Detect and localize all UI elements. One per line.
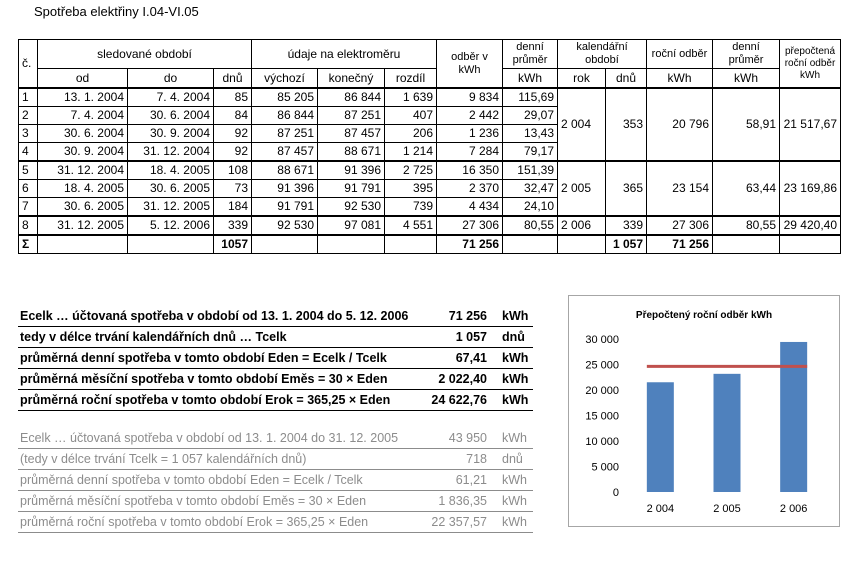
- group-annual: 23 154: [647, 161, 713, 216]
- header-daily-avg: denní průměr: [713, 40, 780, 69]
- group-avg: 80,55: [713, 216, 780, 235]
- group-year: 2 004: [558, 88, 606, 161]
- total-row: [19, 235, 841, 254]
- bar: [647, 382, 674, 492]
- group-avg: 58,91: [713, 88, 780, 161]
- header-annual: roční odběr: [647, 40, 713, 69]
- group-recalc: 23 169,86: [780, 161, 841, 216]
- y-tick-label: 5 000: [591, 461, 619, 474]
- annual-consumption-chart: [568, 295, 840, 527]
- group-days: 365: [606, 161, 647, 216]
- y-tick-label: 20 000: [585, 385, 619, 397]
- y-tick-label: 30 000: [585, 334, 619, 346]
- bar: [714, 374, 741, 492]
- table-row: 1 13. 1. 2004 7. 4. 2004 85 85 205 86 844 1 639 9 834 115,69 2 004 353 20 796 58,91 21 517,67: [19, 88, 841, 107]
- total-cal-days: 1 057: [606, 235, 647, 254]
- bar: [780, 342, 807, 492]
- table-row: 5 31. 12. 2004 18. 4. 2005 108 88 671 91 396 2 725 16 350 151,39 2 005 365 23 154 63,44 23 169,86: [19, 161, 841, 180]
- total-annual: 71 256: [647, 235, 713, 254]
- summary-secondary: [18, 428, 533, 533]
- group-annual: 20 796: [647, 88, 713, 161]
- header-daily-avg-unit: kWh: [713, 69, 780, 89]
- group-days: 353: [606, 88, 647, 161]
- chart-title: Přepočtený roční odběr kWh: [635, 310, 773, 321]
- table-row: 3 30. 6. 2004 30. 9. 2004 92 87 251 87 457 206 1 236 13,43: [19, 125, 841, 143]
- header-diff: rozdíl: [385, 69, 437, 89]
- header-days: dnů: [214, 69, 252, 89]
- group-days: 339: [606, 216, 647, 235]
- header-year: rok: [558, 69, 606, 89]
- header-to: do: [128, 69, 214, 89]
- summary-row: Ecelk … účtovaná spotřeba v období od 13. 1. 2004 do 31. 12. 2005 43 950 kWh: [18, 428, 533, 449]
- summary-row: průměrná měsíční spotřeba v tomto období Eměs = 30 × Eden 2 022,40 kWh: [18, 369, 533, 390]
- group-recalc: 21 517,67: [780, 88, 841, 161]
- page-title: Spotřeba elektřiny I.04-VI.05: [34, 4, 199, 19]
- summary-row: průměrná měsíční spotřeba v tomto období Eměs = 30 × Eden 1 836,35 kWh: [18, 491, 533, 512]
- y-tick-label: 25 000: [585, 359, 619, 372]
- group-annual: 27 306: [647, 216, 713, 235]
- summary-row: průměrná denní spotřeba v tomto období Eden = Ecelk / Tcelk 61,21 kWh: [18, 470, 533, 491]
- table-row: 4 30. 9. 2004 31. 12. 2004 92 87 457 88 671 1 214 7 284 79,17: [19, 143, 841, 162]
- y-tick-label: 10 000: [585, 436, 619, 448]
- consumption-table: [18, 39, 841, 254]
- total-consumption: 71 256: [437, 235, 503, 254]
- group-year: 2 005: [558, 161, 606, 216]
- x-tick-label: 2 004: [646, 503, 675, 515]
- summary-main: [18, 306, 533, 411]
- group-year: 2 006: [558, 216, 606, 235]
- summary-row: tedy v délce trvání kalendářních dnů … Tcelk 1 057 dnů: [18, 327, 533, 348]
- y-tick-label: 0: [612, 487, 619, 499]
- x-tick-label: 2 006: [779, 503, 808, 515]
- header-daily-unit: kWh: [503, 69, 558, 89]
- summary-row: (tedy v délce trvání Tcelk = 1 057 kalendářních dnů) 718 dnů: [18, 449, 533, 470]
- header-num: č.: [19, 40, 38, 89]
- y-tick-label: 15 000: [585, 410, 619, 423]
- summary-row: Ecelk … účtovaná spotřeba v období od 13. 1. 2004 do 5. 12. 2006 71 256 kWh: [18, 306, 533, 327]
- table-row: 7 30. 6. 2005 31. 12. 2005 184 91 791 92 530 739 4 434 24,10: [19, 198, 841, 217]
- header-annual-unit: kWh: [647, 69, 713, 89]
- header-daily: denní průměr: [503, 40, 558, 69]
- table-row: 6 18. 4. 2005 30. 6. 2005 73 91 396 91 791 395 2 370 32,47: [19, 180, 841, 198]
- summary-row: průměrná roční spotřeba v tomto období Erok = 365,25 × Eden 22 357,57 kWh: [18, 512, 533, 533]
- header-cal-days: dnů: [606, 69, 647, 89]
- header-consumption: odběr v kWh: [437, 40, 503, 89]
- header-end: konečný: [318, 69, 385, 89]
- header-meter: údaje na elektroměru: [252, 40, 437, 69]
- table-row: 2 7. 4. 2004 30. 6. 2004 84 86 844 87 251 407 2 442 29,07: [19, 107, 841, 125]
- total-days: 1057: [214, 235, 252, 254]
- header-from: od: [38, 69, 128, 89]
- header-start: výchozí: [252, 69, 318, 89]
- summary-row: průměrná roční spotřeba v tomto období Erok = 365,25 × Eden 24 622,76 kWh: [18, 390, 533, 411]
- summary-row: průměrná denní spotřeba v tomto období Eden = Ecelk / Tcelk 67,41 kWh: [18, 348, 533, 369]
- header-period: sledované období: [38, 40, 252, 69]
- header-recalc: přepočtená roční odběr kWh: [780, 40, 841, 89]
- group-avg: 63,44: [713, 161, 780, 216]
- group-recalc: 29 420,40: [780, 216, 841, 235]
- header-calendar: kalendářní období: [558, 40, 647, 69]
- table-row: 8 31. 12. 2005 5. 12. 2006 339 92 530 97 081 4 551 27 306 80,55 2 006 339 27 306 80,55 29 420,40: [19, 216, 841, 235]
- total-symbol: Σ: [19, 235, 38, 254]
- x-tick-label: 2 005: [713, 503, 741, 515]
